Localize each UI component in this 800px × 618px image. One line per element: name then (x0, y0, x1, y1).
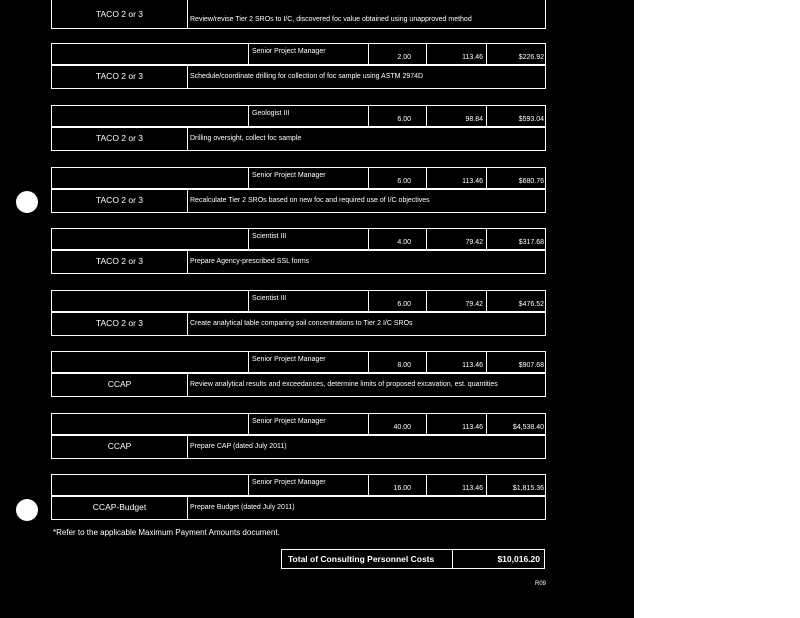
rate: 113.46 (462, 424, 483, 431)
cost: $317.68 (518, 239, 544, 246)
role: Senior Project Manager (252, 418, 326, 425)
role: Senior Project Manager (252, 479, 326, 486)
table-row (51, 413, 546, 459)
role: Senior Project Manager (252, 356, 326, 363)
hours: 4.00 (397, 239, 411, 246)
task-description: Prepare CAP (dated July 2011) (190, 443, 287, 450)
rate: 113.46 (462, 178, 483, 185)
footnote: *Refer to the applicable Maximum Payment Amounts document. (53, 528, 280, 537)
role: Senior Project Manager (252, 48, 326, 55)
role: Scientist III (252, 295, 287, 302)
table-row (51, 0, 546, 30)
table-row (51, 105, 546, 151)
total-label: Total of Consulting Personnel Costs (288, 554, 435, 564)
hours: 6.00 (397, 178, 411, 185)
hours: 2.00 (397, 54, 411, 61)
rate: 79.42 (465, 301, 483, 308)
rate: 79.42 (465, 239, 483, 246)
cost: $4,538.40 (512, 424, 544, 431)
task-description: Recalculate Tier 2 SROs based on new foc and required use of I/C objectives (190, 197, 430, 204)
hours: 6.00 (397, 301, 411, 308)
cost: $226.92 (518, 54, 544, 61)
phase-label: TACO 2 or 3 (52, 313, 188, 335)
cost: $907.68 (518, 362, 544, 369)
task-description: Prepare Agency-prescribed SSL forms (190, 258, 310, 265)
hours: 8.00 (397, 362, 411, 369)
phase-label: CCAP-Budget (52, 497, 188, 519)
rate: 113.46 (462, 485, 483, 492)
task-description: Create analytical table comparing soil concentrations to Tier 2 I/C SROs (190, 320, 413, 327)
task-description: Review analytical results and exceedances, determine limits of proposed excavation, est. quantities (190, 381, 498, 388)
table-row (51, 351, 546, 397)
punch-hole (16, 499, 38, 521)
cost: $476.52 (518, 301, 544, 308)
phase-label: TACO 2 or 3 (52, 128, 188, 150)
role: Scientist III (252, 233, 287, 240)
phase-label: TACO 2 or 3 (52, 190, 188, 212)
table-row (51, 474, 546, 520)
phase-label: TACO 2 or 3 (95, 9, 144, 19)
rate: 113.46 (462, 362, 483, 369)
phase-label: TACO 2 or 3 (52, 66, 188, 88)
task-description: Prepare Budget (dated July 2011) (190, 504, 295, 511)
phase-label: CCAP (52, 436, 188, 458)
cost: $593.04 (518, 116, 544, 123)
page-ref: R09 (535, 581, 547, 587)
cost: $680.76 (518, 178, 544, 185)
task-description: Drilling oversight, collect foc sample (190, 135, 302, 142)
hours: 40.00 (393, 424, 411, 431)
task-description: Schedule/coordinate drilling for collection of foc sample using ASTM 2974D (190, 73, 424, 80)
total-row (281, 549, 545, 569)
hours: 16.00 (393, 485, 411, 492)
cost: $1,815.36 (512, 485, 544, 492)
hours: 6.00 (397, 116, 411, 123)
task-description: Review/revise Tier 2 SROs to I/C, discovered foc value obtained using unapproved method (190, 16, 472, 23)
phase-label: CCAP (52, 374, 188, 396)
punch-hole (16, 191, 38, 213)
role: Senior Project Manager (252, 172, 326, 179)
rate: 113.46 (462, 54, 483, 61)
table-row (51, 167, 546, 213)
table-row (51, 43, 546, 89)
role: Geologist III (252, 110, 290, 117)
table-row (51, 228, 546, 274)
rate: 98.84 (465, 116, 483, 123)
phase-label: TACO 2 or 3 (52, 251, 188, 273)
total-value: $10,016.20 (497, 554, 540, 564)
table-row (51, 290, 546, 336)
